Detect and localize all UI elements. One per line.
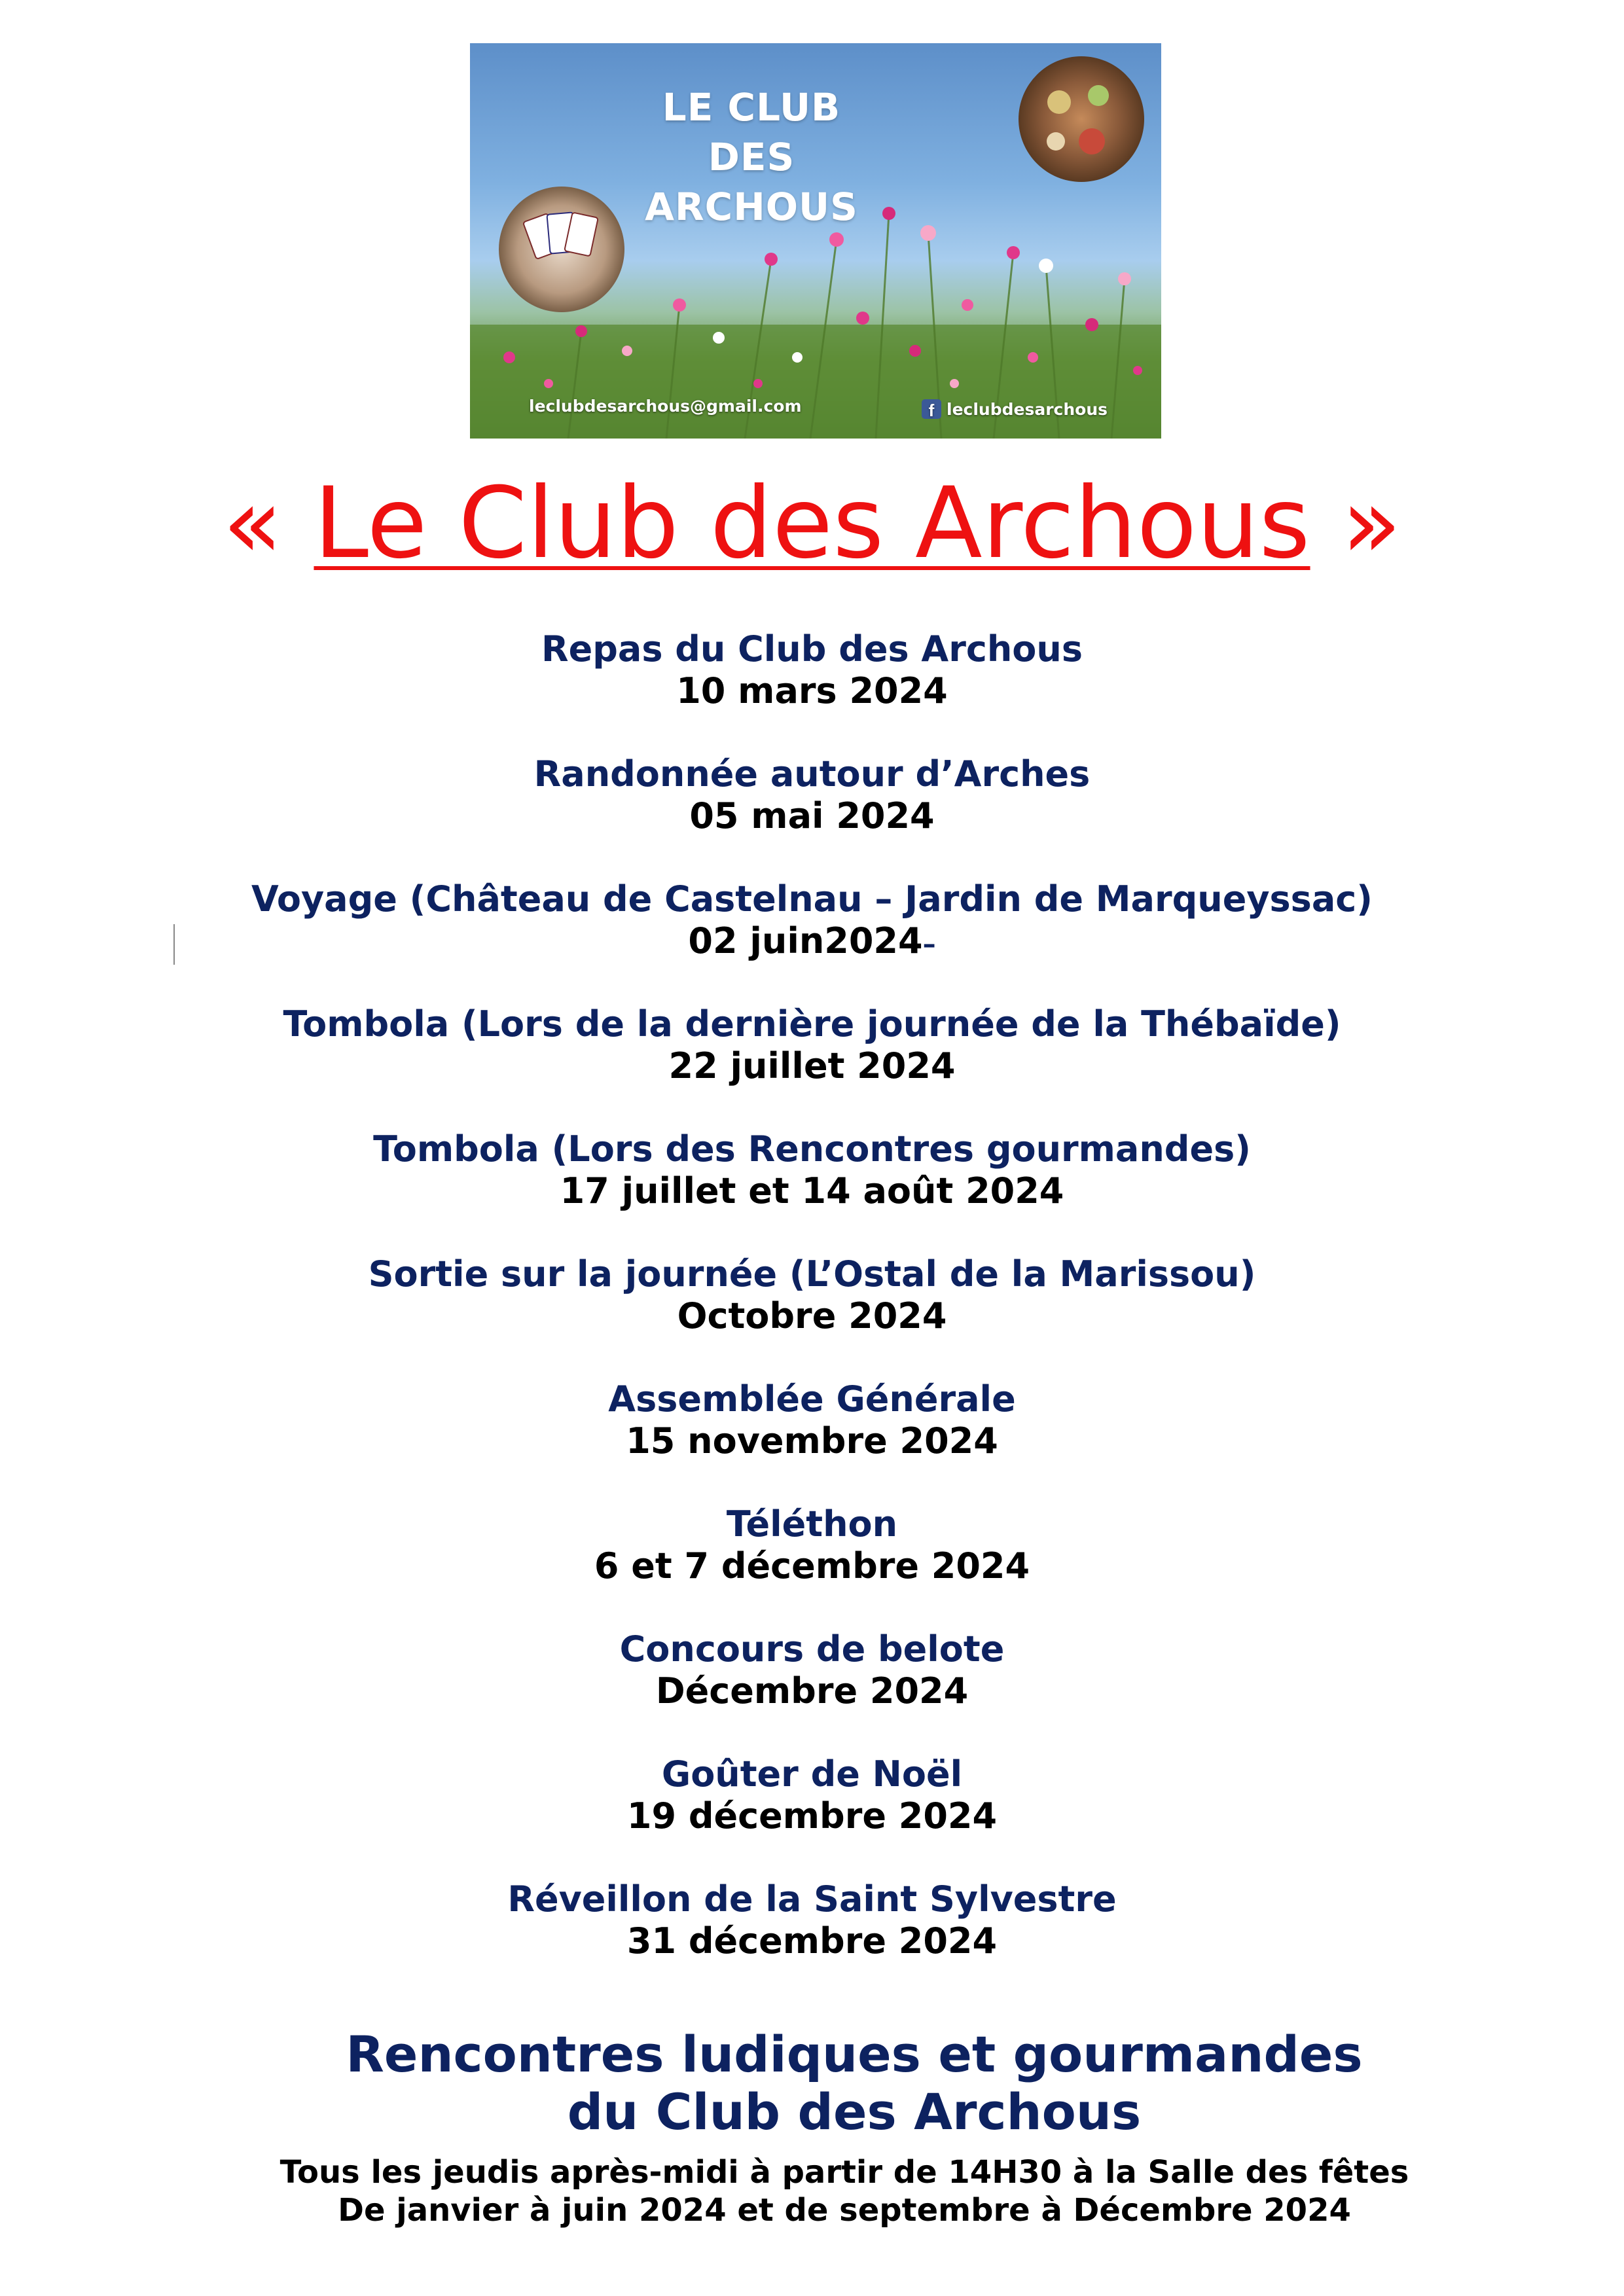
event-date: 17 juillet et 14 août 2024 [560,1170,1064,1211]
banner-facebook [922,399,1108,419]
rencontres-heading [0,2026,1624,2141]
event-name: Sortie sur la journée (L’Ostal de la Marissou) [368,1253,1256,1295]
title-open-quote: « [222,467,314,581]
rencontres-line1: Rencontres ludiques et gourmandes [346,2025,1363,2083]
event-item [0,878,1624,1003]
event-item [0,1003,1624,1128]
events-list [0,628,1624,2003]
event-date: 6 et 7 décembre 2024 [594,1545,1030,1587]
schedule-line2: De janvier à juin 2024 et de septembre à Décembre 2024 [338,2192,1351,2229]
banner-title-line1: LE CLUB [662,85,841,130]
banner-title-line2: DES ARCHOUS [645,135,858,229]
page-title [0,461,1624,586]
event-item [0,1378,1624,1503]
event-date: 22 juillet 2024 [668,1045,956,1086]
event-date: 31 décembre 2024 [626,1920,998,1962]
food-photo [1019,56,1144,182]
event-date: 05 mai 2024 [689,795,935,836]
event-date: Octobre 2024 [677,1295,947,1336]
event-name: Tombola (Lors de la dernière journée de la Thébaïde) [283,1003,1341,1045]
title-text: Le Club des Archous [314,467,1310,581]
event-date: 10 mars 2024 [676,670,948,711]
facebook-handle: leclubdesarchous [947,399,1108,419]
event-name: Tombola (Lors des Rencontres gourmandes) [373,1128,1251,1170]
banner-email: leclubdesarchous@gmail.com [529,397,802,416]
rencontres-line2: du Club des Archous [567,2083,1142,2141]
title-close-quote: » [1310,467,1402,581]
event-item [0,628,1624,753]
event-date-text: 02 juin2024 [688,920,923,961]
rencontres-schedule [0,2153,1624,2229]
event-name: Assemblée Générale [608,1378,1016,1420]
event-item [0,1253,1624,1378]
event-name: Réveillon de la Saint Sylvestre [507,1878,1117,1920]
event-name: Repas du Club des Archous [541,628,1083,670]
club-banner-image [470,43,1161,439]
banner-title [621,82,882,232]
event-name: Voyage (Château de Castelnau – Jardin de Marqueyssac) [251,878,1373,920]
event-name: Concours de belote [619,1628,1005,1670]
event-name: Randonnée autour d’Arches [533,753,1091,795]
event-item [0,1878,1624,2003]
event-date-suffix: – [922,929,936,960]
schedule-line1: Tous les jeudis après-midi à partir de 14H30 à la Salle des fêtes [280,2154,1409,2191]
event-item [0,1753,1624,1878]
event-item [0,753,1624,878]
event-date: 15 novembre 2024 [626,1420,998,1462]
event-date [0,920,1624,965]
event-date: Décembre 2024 [655,1670,969,1712]
event-item [0,1628,1624,1753]
event-item [0,1503,1624,1628]
event-name: Goûter de Noël [661,1753,963,1795]
event-date: 19 décembre 2024 [626,1795,998,1837]
event-name: Téléthon [726,1503,898,1545]
facebook-icon: f [922,399,941,419]
event-item [0,1128,1624,1253]
